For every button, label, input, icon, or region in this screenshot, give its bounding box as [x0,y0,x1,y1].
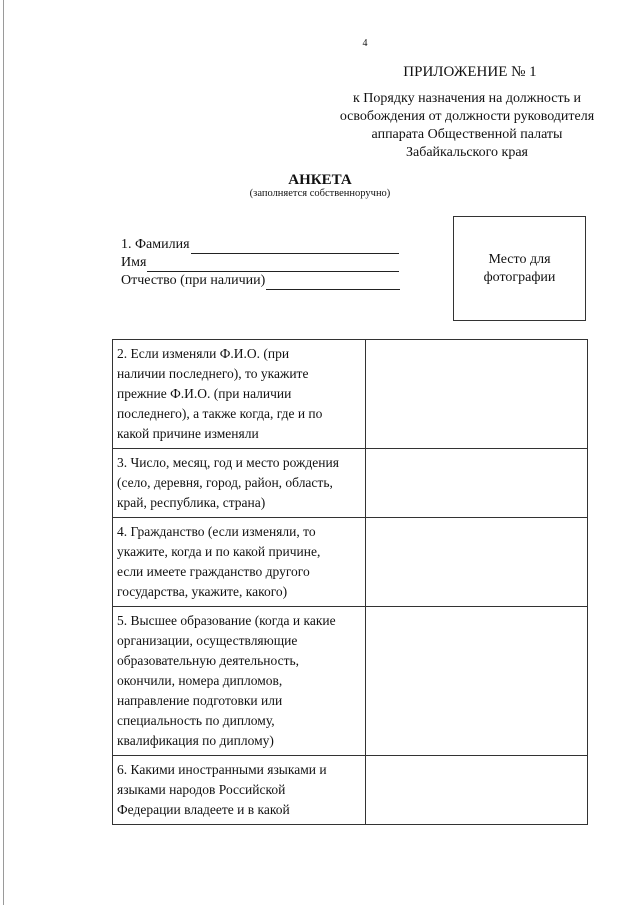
question-line: 2. Если изменяли Ф.И.О. (при [117,346,290,361]
question-line: край, республика, страна) [117,495,266,510]
appendix-subtitle-line: Забайкальского края [405,145,528,160]
answer-cell[interactable] [365,518,587,607]
form-title: АНКЕТА [288,172,352,188]
question-line: последнего), а также когда, где и по [117,406,323,421]
question-line: образовательную деятельность, [117,653,300,668]
page-number: 4 [362,38,368,49]
patronymic-row [121,272,421,290]
appendix-subtitle-line: освобождения от должности руководителя [339,109,595,124]
first-name-field[interactable] [147,258,399,272]
photo-placeholder [453,216,586,321]
surname-label: 1. Фамилия [121,237,190,252]
appendix-subtitle-line: аппарата Общественной палаты [371,127,563,142]
question-row-5 [113,607,588,756]
question-line: специальность по диплому, [117,713,275,728]
first-name-row [121,254,421,272]
patronymic-label: Отчество (при наличии) [121,273,266,288]
first-name-label: Имя [121,255,147,270]
answer-cell[interactable] [365,607,587,756]
question-line: если имеете гражданство другого [117,564,310,579]
question-cell [113,449,366,518]
left-margin-line [3,0,4,905]
questionnaire-table [112,339,588,825]
question-row-2 [113,340,588,449]
photo-placeholder-line: Место для [488,251,551,267]
patronymic-field[interactable] [266,276,400,290]
question-row-3 [113,449,588,518]
question-line: 6. Какими иностранными языками и [117,762,327,777]
question-line: (село, деревня, город, район, область, [117,475,333,490]
question-line: 5. Высшее образование (когда и какие [117,613,336,628]
question-row-6 [113,756,588,825]
surname-field[interactable] [191,240,399,254]
photo-placeholder-line: фотографии [483,269,556,285]
question-line: организации, осуществляющие [117,633,298,648]
answer-cell[interactable] [365,340,587,449]
question-line: окончили, номера дипломов, [117,673,283,688]
name-fields [121,236,421,290]
question-line: государства, укажите, какого) [117,584,288,599]
appendix-title: ПРИЛОЖЕНИЕ № 1 [403,64,537,80]
question-line: направление подготовки или [117,693,283,708]
question-cell [113,340,366,449]
question-line: какой причине изменяли [117,426,259,441]
photo-placeholder-text [470,251,570,287]
appendix-subtitle [322,90,612,162]
question-line: укажите, когда и по какой причине, [117,544,321,559]
answer-cell[interactable] [365,449,587,518]
appendix-subtitle-line: к Порядку назначения на должность и [353,91,581,106]
question-cell [113,756,366,825]
surname-row [121,236,421,254]
answer-cell[interactable] [365,756,587,825]
question-cell [113,607,366,756]
question-line: 3. Число, месяц, год и место рождения [117,455,339,470]
question-line: языками народов Российской [117,782,286,797]
question-cell [113,518,366,607]
question-line: прежние Ф.И.О. (при наличии [117,386,292,401]
form-note: (заполняется собственноручно) [249,188,391,199]
question-line: квалификация по диплому) [117,733,274,748]
question-line: Федерации владеете и в какой [117,802,290,817]
question-line: 4. Гражданство (если изменяли, то [117,524,316,539]
question-row-4 [113,518,588,607]
question-line: наличии последнего), то укажите [117,366,309,381]
